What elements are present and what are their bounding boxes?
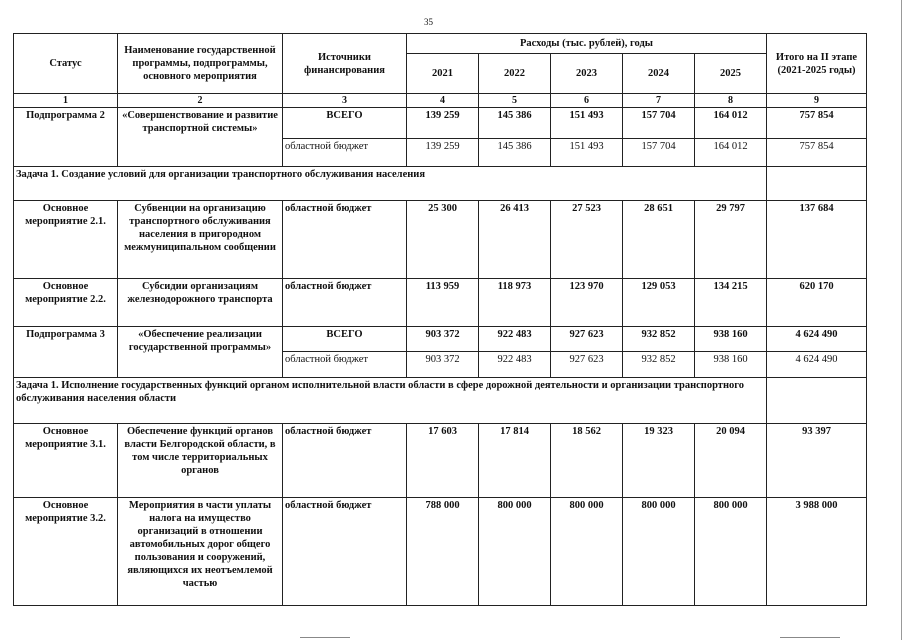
column-number: 3 xyxy=(283,94,407,108)
row-value: 20 094 xyxy=(695,424,767,498)
table-row xyxy=(14,201,867,279)
row-name: Субсидии организациям железнодорожного транспорта xyxy=(118,279,283,327)
row-total: 137 684 xyxy=(767,201,867,279)
row-name: Мероприятия в части уплаты налога на имущество организаций в отношении автомобильных дорог общего пользования и сооружений, являющихся их неотъемлемой частью xyxy=(118,498,283,606)
row-value: 28 651 xyxy=(623,201,695,279)
row-value: 25 300 xyxy=(407,201,479,279)
row-value: 157 704 xyxy=(623,108,695,139)
row-value: 123 970 xyxy=(551,279,623,327)
header-year: 2025 xyxy=(695,54,767,94)
column-number: 4 xyxy=(407,94,479,108)
row-status: Основное мероприятие 3.1. xyxy=(14,424,118,498)
row-value: 139 259 xyxy=(407,139,479,167)
row-source: областной бюджет xyxy=(283,498,407,606)
row-source: областной бюджет xyxy=(283,139,407,167)
header-total: Итого на II этапе (2021-2025 годы) xyxy=(767,34,867,94)
row-total: 620 170 xyxy=(767,279,867,327)
row-value: 903 372 xyxy=(407,327,479,352)
row-value: 927 623 xyxy=(551,352,623,378)
row-value: 29 797 xyxy=(695,201,767,279)
row-value: 157 704 xyxy=(623,139,695,167)
row-value: 922 483 xyxy=(479,352,551,378)
empty-cell xyxy=(767,167,867,201)
row-source: областной бюджет xyxy=(283,352,407,378)
row-value: 27 523 xyxy=(551,201,623,279)
row-value: 927 623 xyxy=(551,327,623,352)
column-number: 5 xyxy=(479,94,551,108)
row-value: 17 814 xyxy=(479,424,551,498)
row-value: 151 493 xyxy=(551,108,623,139)
row-source: областной бюджет xyxy=(283,279,407,327)
row-source: ВСЕГО xyxy=(283,327,407,352)
row-value: 932 852 xyxy=(623,327,695,352)
table-row xyxy=(14,424,867,498)
row-value: 151 493 xyxy=(551,139,623,167)
row-value: 134 215 xyxy=(695,279,767,327)
header-expenses: Расходы (тыс. рублей), годы xyxy=(407,34,767,54)
header-year: 2021 xyxy=(407,54,479,94)
task-row xyxy=(14,378,867,424)
column-number: 1 xyxy=(14,94,118,108)
row-total: 93 397 xyxy=(767,424,867,498)
row-name: «Совершенствование и развитие транспортной системы» xyxy=(118,108,283,167)
column-number: 9 xyxy=(767,94,867,108)
header-name: Наименование государственной программы, подпрограммы, основного мероприятия xyxy=(118,34,283,94)
table-row xyxy=(14,279,867,327)
task-heading: Задача 1. Создание условий для организации транспортного обслуживания населения xyxy=(14,167,767,201)
header-year: 2023 xyxy=(551,54,623,94)
row-value: 145 386 xyxy=(479,108,551,139)
row-value: 26 413 xyxy=(479,201,551,279)
row-name: Субвенции на организацию транспортного обслуживания населения в пригородном межмуниципальном сообщении xyxy=(118,201,283,279)
row-value: 800 000 xyxy=(623,498,695,606)
row-value: 19 323 xyxy=(623,424,695,498)
task-heading: Задача 1. Исполнение государственных функций органом исполнительной власти области в сфере дорожной деятельности и организации транспортного обслуживания населения области xyxy=(14,378,767,424)
row-status: Основное мероприятие 2.2. xyxy=(14,279,118,327)
table-row xyxy=(14,498,867,606)
row-value: 800 000 xyxy=(479,498,551,606)
row-total: 757 854 xyxy=(767,108,867,139)
row-value: 938 160 xyxy=(695,327,767,352)
row-value: 17 603 xyxy=(407,424,479,498)
row-value: 800 000 xyxy=(551,498,623,606)
row-value: 139 259 xyxy=(407,108,479,139)
budget-table xyxy=(13,33,867,606)
column-number-row xyxy=(14,94,867,108)
row-value: 129 053 xyxy=(623,279,695,327)
column-number: 7 xyxy=(623,94,695,108)
header-year: 2022 xyxy=(479,54,551,94)
row-name: Обеспечение функций органов власти Белгородской области, в том числе территориальных органов xyxy=(118,424,283,498)
row-value: 118 973 xyxy=(479,279,551,327)
column-number: 8 xyxy=(695,94,767,108)
row-total: 757 854 xyxy=(767,139,867,167)
row-source: областной бюджет xyxy=(283,201,407,279)
page-edge-line xyxy=(901,0,902,640)
scan-mark xyxy=(780,637,840,638)
row-status: Основное мероприятие 2.1. xyxy=(14,201,118,279)
header-year: 2024 xyxy=(623,54,695,94)
row-value: 145 386 xyxy=(479,139,551,167)
row-status: Подпрограмма 3 xyxy=(14,327,118,378)
row-total: 4 624 490 xyxy=(767,327,867,352)
row-value: 164 012 xyxy=(695,108,767,139)
header-status: Статус xyxy=(14,34,118,94)
row-status: Основное мероприятие 3.2. xyxy=(14,498,118,606)
table-row xyxy=(14,108,867,139)
row-value: 800 000 xyxy=(695,498,767,606)
table-row xyxy=(14,327,867,352)
row-source: ВСЕГО xyxy=(283,108,407,139)
empty-cell xyxy=(767,378,867,424)
page-number: 35 xyxy=(424,17,433,27)
row-value: 938 160 xyxy=(695,352,767,378)
column-number: 2 xyxy=(118,94,283,108)
row-value: 18 562 xyxy=(551,424,623,498)
column-number: 6 xyxy=(551,94,623,108)
scan-mark xyxy=(300,637,350,638)
row-name: «Обеспечение реализации государственной программы» xyxy=(118,327,283,378)
row-total: 4 624 490 xyxy=(767,352,867,378)
task-row xyxy=(14,167,867,201)
row-value: 922 483 xyxy=(479,327,551,352)
header-sources: Источники финансирования xyxy=(283,34,407,94)
row-value: 932 852 xyxy=(623,352,695,378)
row-source: областной бюджет xyxy=(283,424,407,498)
row-status: Подпрограмма 2 xyxy=(14,108,118,167)
row-value: 903 372 xyxy=(407,352,479,378)
row-total: 3 988 000 xyxy=(767,498,867,606)
row-value: 164 012 xyxy=(695,139,767,167)
row-value: 113 959 xyxy=(407,279,479,327)
row-value: 788 000 xyxy=(407,498,479,606)
